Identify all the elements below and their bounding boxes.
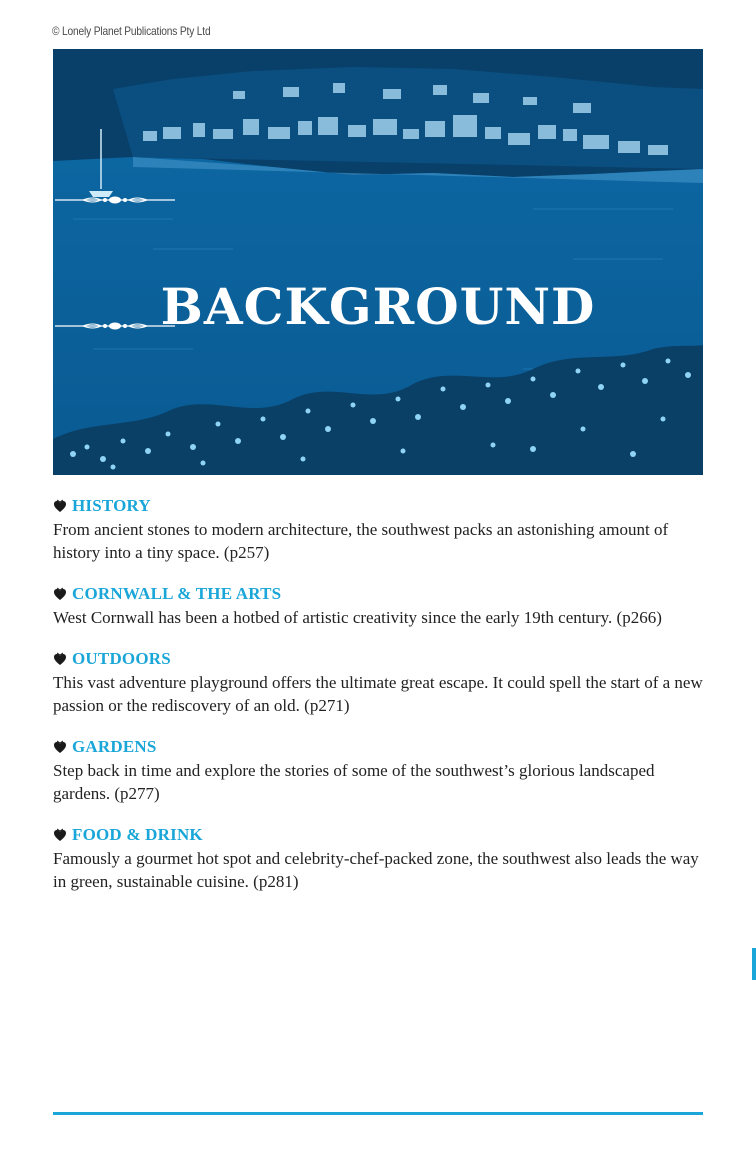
page-edge-tab xyxy=(752,948,756,980)
heart-bullet-icon xyxy=(53,652,67,666)
hero-image xyxy=(53,49,703,475)
section-outdoors xyxy=(53,647,705,717)
section-title[interactable]: FOOD & DRINK xyxy=(72,825,203,844)
heart-bullet-icon xyxy=(53,740,67,754)
section-description: This vast adventure playground offers the ultimate great escape. It could spell the start of a new passion or the rediscovery of an old. (p271) xyxy=(53,673,703,715)
section-history xyxy=(53,494,705,564)
section-description: From ancient stones to modern architecture, the southwest packs an astonishing amount of history into a tiny space. (p257) xyxy=(53,520,669,562)
hero-title: BACKGROUND xyxy=(160,277,596,336)
footer-divider xyxy=(53,1112,703,1115)
section-cornwall-arts xyxy=(53,582,705,629)
section-title[interactable]: HISTORY xyxy=(72,496,151,515)
heart-bullet-icon xyxy=(53,499,67,513)
section-heading xyxy=(53,494,705,518)
section-gardens xyxy=(53,735,705,805)
section-description: Famously a gourmet hot spot and celebrity-chef-packed zone, the southwest also leads the way in green, sustainable cuisine. (p281) xyxy=(53,849,699,891)
section-list xyxy=(53,494,705,911)
section-description: West Cornwall has been a hotbed of artistic creativity since the early 19th century. (p266) xyxy=(53,608,662,627)
heart-bullet-icon xyxy=(53,828,67,842)
heart-bullet-icon xyxy=(53,587,67,601)
section-description: Step back in time and explore the stories of some of the southwest’s glorious landscaped gardens. (p277) xyxy=(53,761,655,803)
section-heading xyxy=(53,735,705,759)
harbour-photo xyxy=(53,49,703,475)
ornament-divider-icon xyxy=(53,320,177,332)
section-title[interactable]: OUTDOORS xyxy=(72,649,171,668)
ornament-divider-icon xyxy=(53,194,177,206)
section-heading xyxy=(53,647,705,671)
copyright-notice: © Lonely Planet Publications Pty Ltd xyxy=(52,24,211,38)
section-title[interactable]: CORNWALL & THE ARTS xyxy=(72,584,282,603)
section-title[interactable]: GARDENS xyxy=(72,737,157,756)
section-food-drink xyxy=(53,823,705,893)
section-heading xyxy=(53,823,705,847)
section-heading xyxy=(53,582,705,606)
